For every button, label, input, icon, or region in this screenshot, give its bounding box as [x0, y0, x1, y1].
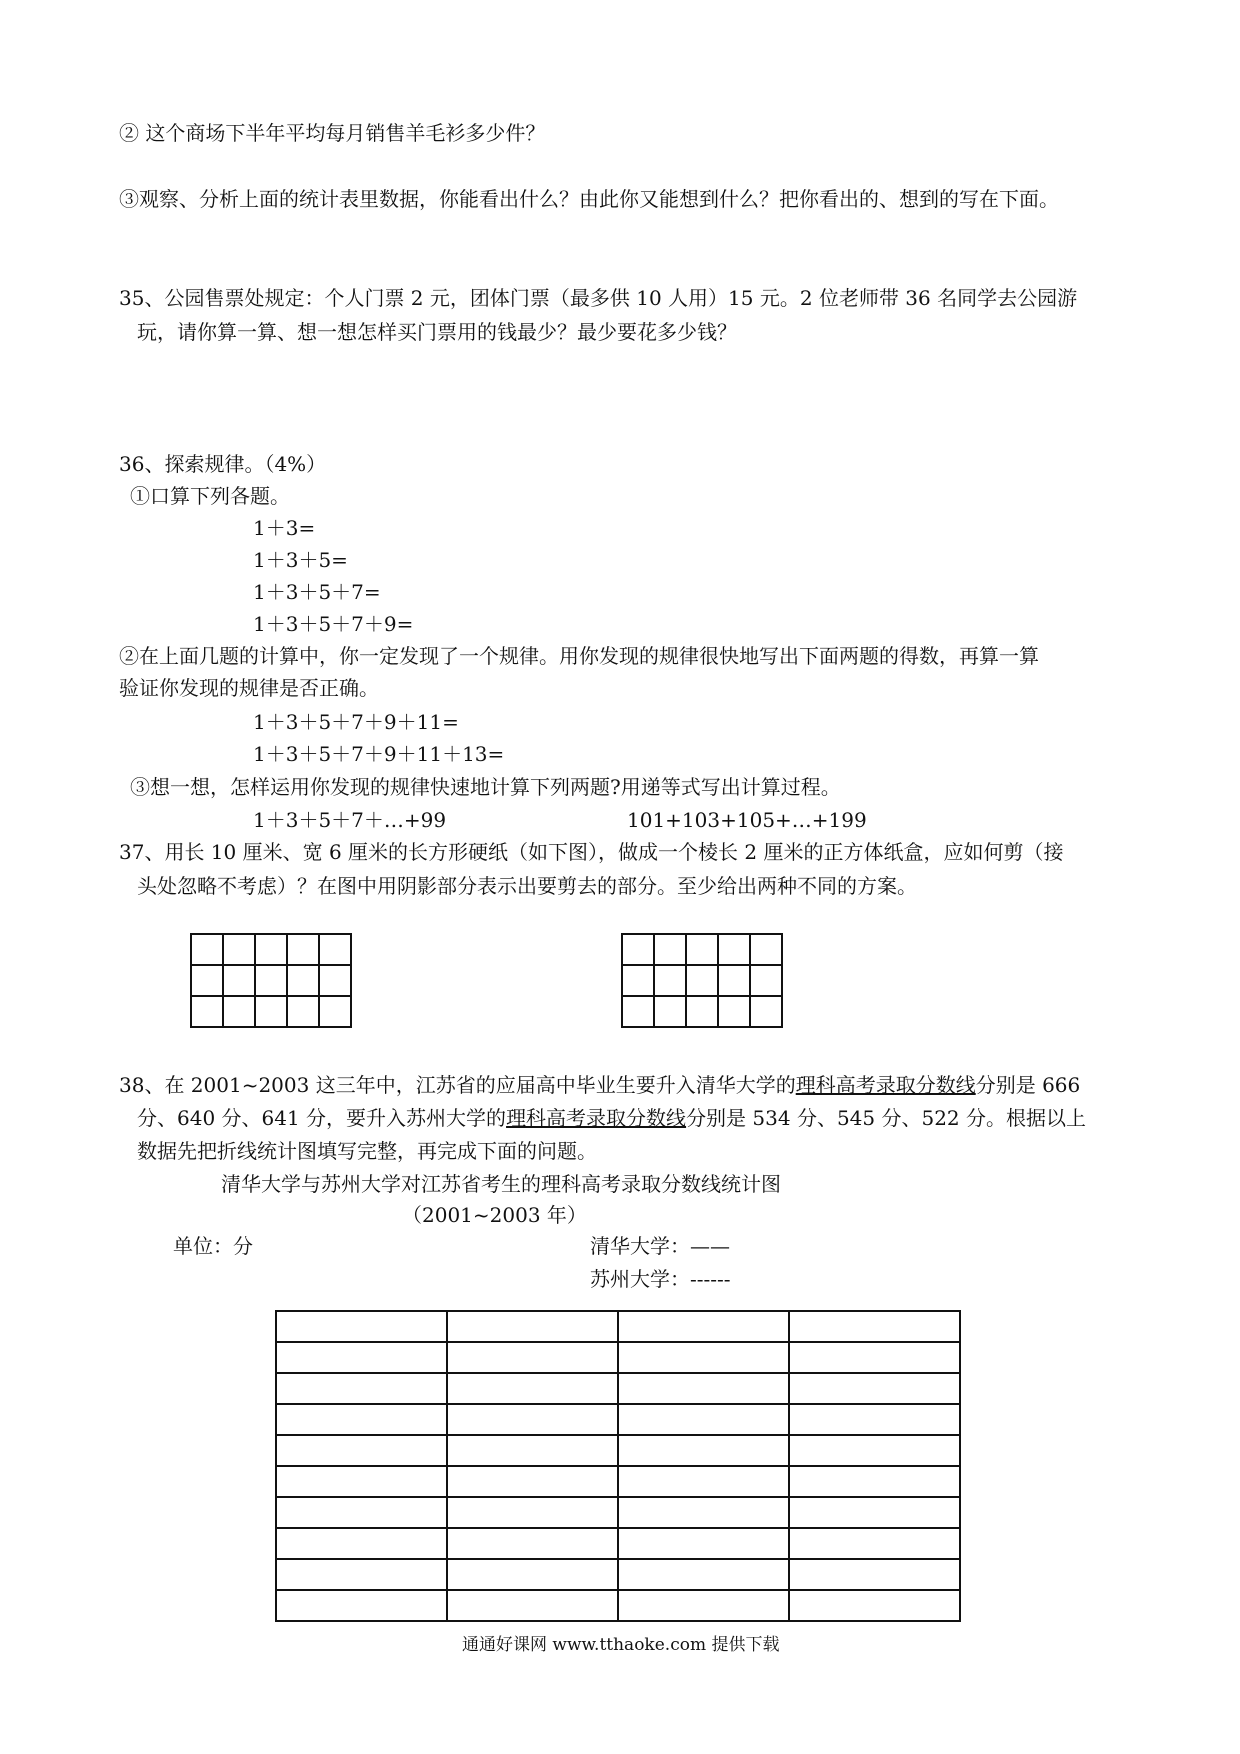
chart-unit-label: 单位：分	[173, 1234, 253, 1258]
cardboard-grid-right	[621, 933, 783, 1028]
q37-line1: 37、用长 10 厘米、宽 6 厘米的长方形硬纸（如下图），做成一个棱长 2 厘米的正方体纸盒，应如何剪（接	[119, 840, 1064, 864]
chart-title: 清华大学与苏州大学对江苏省考生的理科高考录取分数线统计图	[221, 1172, 781, 1196]
q36-part1: ①口算下列各题。	[130, 484, 290, 508]
q36-part2-line2: 验证你发现的规律是否正确。	[119, 676, 379, 700]
q36-part3: ③想一想，怎样运用你发现的规律快速地计算下列两题?用递等式写出计算过程。	[130, 775, 841, 799]
q36-expr-5: 1＋3＋5＋7＋9＋11=	[253, 710, 459, 734]
q36-expr-8: 101+103+105+…+199	[627, 808, 867, 832]
q34-sub2: ② 这个商场下半年平均每月销售羊毛衫多少件？	[119, 121, 546, 145]
chart-subtitle: （2001~2003 年）	[402, 1203, 587, 1227]
q36-title: 36、探索规律。（4%）	[119, 452, 327, 476]
q36-expr-7: 1＋3＋5＋7＋…+99	[253, 808, 447, 832]
q36-expr-3: 1＋3＋5＋7=	[253, 580, 381, 604]
q38-line1: 38、在 2001~2003 这三年中，江苏省的应届高中毕业生要升入清华大学的理科高考录取分数线分别是 666	[119, 1073, 1081, 1097]
page-footer: 通通好课网 www.tthaoke.com 提供下载	[462, 1635, 780, 1655]
legend-tsinghua: 清华大学：——	[590, 1234, 730, 1258]
q38-line3: 数据先把折线统计图填写完整，再完成下面的问题。	[137, 1139, 597, 1163]
q37-line2: 头处忽略不考虑）？在图中用阴影部分表示出要剪去的部分。至少给出两种不同的方案。	[137, 874, 917, 898]
underlined-term: 理科高考录取分数线	[506, 1106, 687, 1130]
cardboard-grid-left	[190, 933, 352, 1028]
q36-part2-line1: ②在上面几题的计算中，你一定发现了一个规律。用你发现的规律很快地写出下面两题的得数，再算一算	[119, 644, 1039, 668]
legend-suzhou: 苏州大学：------	[590, 1267, 731, 1291]
q38-line2: 分、640 分、641 分，要升入苏州大学的理科高考录取分数线分别是 534 分、545 分、522 分。根据以上	[137, 1106, 1087, 1130]
q36-expr-1: 1＋3=	[253, 516, 316, 540]
q35-line2: 玩，请你算一算、想一想怎样买门票用的钱最少？最少要花多少钱？	[137, 320, 737, 344]
q35-line1: 35、公园售票处规定：个人门票 2 元，团体门票（最多供 10 人用）15 元。2 位老师带 36 名同学去公园游	[119, 286, 1078, 310]
blank-line-chart-grid	[275, 1310, 961, 1622]
q36-expr-6: 1＋3＋5＋7＋9＋11＋13=	[253, 742, 505, 766]
q36-expr-2: 1＋3＋5=	[253, 548, 348, 572]
underlined-term: 理科高考录取分数线	[795, 1073, 976, 1097]
q36-expr-4: 1＋3＋5＋7＋9=	[253, 612, 414, 636]
q34-sub3: ③观察、分析上面的统计表里数据，你能看出什么？由此你又能想到什么？把你看出的、想到的写在下面。	[119, 187, 1059, 211]
